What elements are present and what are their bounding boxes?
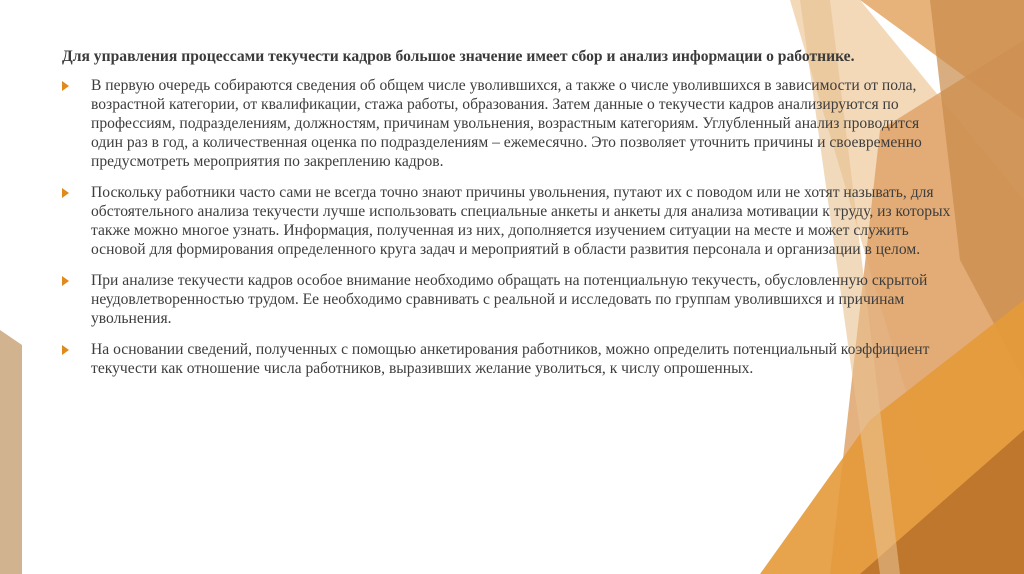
triangle-bullet-icon (62, 188, 69, 198)
triangle-bullet-icon (62, 276, 69, 286)
list-item (62, 183, 952, 259)
slide-content (62, 47, 952, 390)
bullet-text: При анализе текучести кадров особое внимание необходимо обращать на потенциальную текучесть, обусловленную скрытой неудовлетворенностью трудом. Ее необходимо сравнивать с реальной и исследовать по группам уволившихся и причинам увольнения. (91, 272, 928, 327)
slide-heading: Для управления процессами текучести кадров большое значение имеет сбор и анализ информации о работнике. (62, 48, 855, 65)
list-item (62, 340, 952, 378)
bullet-list (62, 76, 952, 378)
list-item (62, 271, 952, 328)
bullet-text: В первую очередь собираются сведения об общем числе уволившихся, а также о числе уволившихся в зависимости от пола, возрастной категории, от квалификации, стажа работы, образования. Затем данные о текучести кадров анализируются по профессиям, подразделениям, должностям, причинам увольнения, возрастным категориям. Углубленный анализ проводится один раз в год, а количественная оценка по подразделениям – ежемесячно. Это позволяет уточнить причины и своевременно предусмотреть мероприятия по закреплению кадров. (91, 77, 922, 170)
bullet-text: Поскольку работники часто сами не всегда точно знают причины увольнения, путают их с поводом или не хотят называть, для обстоятельного анализа текучести лучше использовать специальные анкеты и анкеты для анализа мотивации к труду, из которых также можно многое узнать. Информация, полученная из них, дополняется изучением ситуации на месте и может служить основой для формирования определенного круга задач и мероприятий в области развития персонала и организации в целом. (91, 184, 951, 258)
bullet-text: На основании сведений, полученных с помощью анкетирования работников, можно определить потенциальный коэффициент текучести как отношение числа работников, выразивших желание уволиться, к числу опрошенных. (91, 341, 930, 377)
left-decor-bar (0, 330, 22, 574)
triangle-bullet-icon (62, 345, 69, 355)
triangle-bullet-icon (62, 81, 69, 91)
list-item (62, 76, 952, 171)
